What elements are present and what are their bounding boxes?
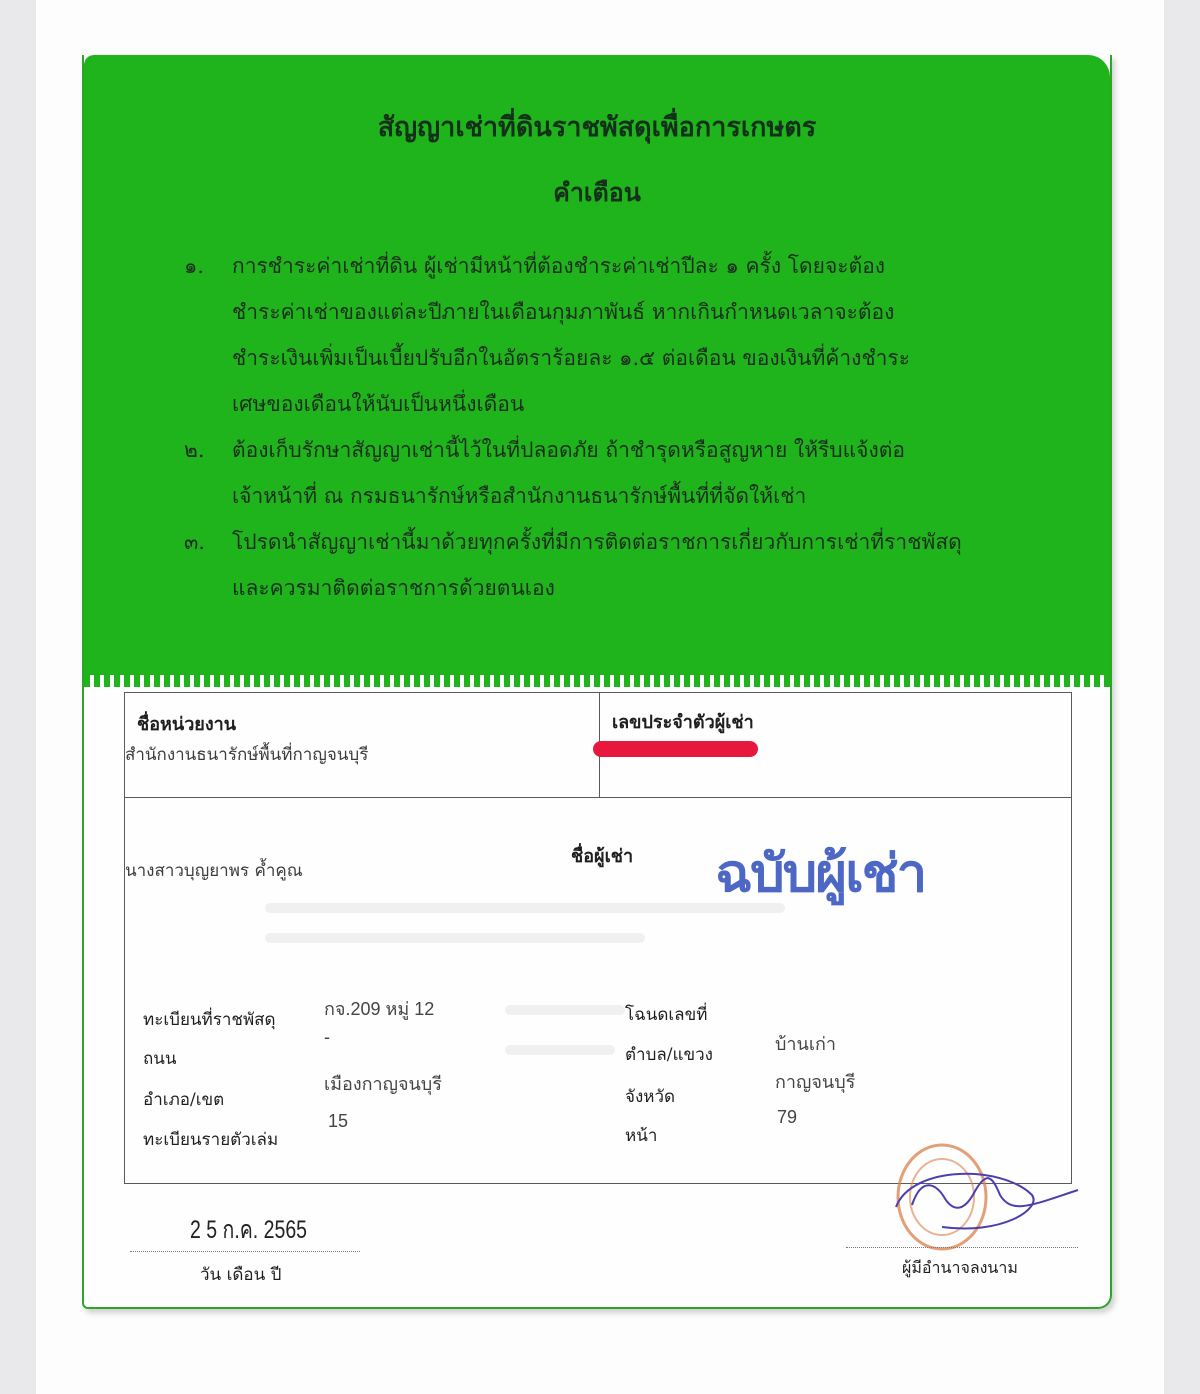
agency-label: ชื่อหน่วยงาน — [137, 714, 237, 735]
field-label-deed-no: โฉนดเลขที่ — [625, 1005, 708, 1025]
warning-line: และควรมาติดต่อราชการด้วยตนเอง — [232, 576, 555, 600]
tenant-copy-stamp: ฉบับผู้เช่า — [714, 844, 926, 904]
lease-info-box — [124, 692, 1072, 1184]
faded-print — [505, 1045, 615, 1055]
warning-line: ต้องเก็บรักษาสัญญาเช่านี้ไว้ในที่ปลอดภัย ถ้าชำรุดหรือสูญหาย ให้รีบแจ้งต่อ — [232, 438, 905, 462]
contract-date: 2 5 ก.ค. 2565 — [190, 1216, 308, 1244]
scanned-page — [36, 0, 1164, 1394]
agency-value: สำนักงานธนารักษ์พื้นที่กาญจนบุรี — [125, 745, 369, 765]
field-value-book: 15 — [328, 1111, 349, 1131]
field-value-subdistrict: บ้านเก่า — [775, 1034, 836, 1054]
lease-contract-card — [82, 55, 1112, 1309]
field-label-book: ทะเบียนรายตัวเล่ม — [143, 1130, 279, 1150]
field-label-page: หน้า — [625, 1126, 658, 1146]
field-label-road: ถนน — [143, 1049, 177, 1069]
signature-line — [846, 1247, 1078, 1248]
warning-number: ๑. — [184, 254, 205, 278]
faded-print — [265, 903, 785, 913]
warning-number: ๒. — [184, 438, 205, 462]
divider — [125, 797, 1071, 798]
contract-title: สัญญาเช่าที่ดินราชพัสดุเพื่อการเกษตร — [377, 112, 817, 143]
date-label: วัน เดือน ปี — [200, 1265, 282, 1285]
tenant-name-value: นางสาวบุญยาพร ค้ำคูณ — [125, 861, 303, 881]
redaction-mark — [593, 741, 758, 757]
field-value-district: เมืองกาญจนบุรี — [324, 1074, 442, 1094]
field-label-province: จังหวัด — [625, 1087, 676, 1107]
tenant-id-label: เลขประจำตัวผู้เช่า — [612, 712, 754, 733]
faded-print — [505, 1005, 625, 1015]
field-label-district: อำเภอ/เขต — [143, 1090, 225, 1110]
warning-number: ๓. — [184, 530, 206, 554]
field-label-subdistrict: ตำบล/แขวง — [625, 1045, 713, 1065]
field-value-page: 79 — [777, 1107, 798, 1127]
warning-panel — [84, 55, 1110, 683]
warning-line: ชำระเงินเพิ่มเป็นเบี้ยปรับอีกในอัตราร้อยละ ๑.๕ ต่อเดือน ของเงินที่ค้างชำระ — [232, 346, 910, 370]
field-value-road: - — [324, 1027, 330, 1047]
warning-line: โปรดนำสัญญาเช่านี้มาด้วยทุกครั้งที่มีการติดต่อราชการเกี่ยวกับการเช่าที่ราชพัสดุ — [232, 530, 962, 554]
date-line — [130, 1251, 360, 1252]
warning-heading: คำเตือน — [553, 178, 641, 207]
official-seal-signature — [882, 1135, 1082, 1255]
warning-line: การชำระค่าเช่าที่ดิน ผู้เช่ามีหน้าที่ต้องชำระค่าเช่าปีละ ๑ ครั้ง โดยจะต้อง — [232, 254, 886, 278]
warning-line: เจ้าหน้าที่ ณ กรมธนารักษ์หรือสำนักงานธนารักษ์พื้นที่ที่จัดให้เช่า — [232, 484, 807, 508]
faded-print — [265, 933, 645, 943]
signer-label: ผู้มีอำนาจลงนาม — [902, 1258, 1018, 1277]
perforation-edge — [84, 675, 1110, 687]
field-label-land-registry: ทะเบียนที่ราชพัสดุ — [143, 1010, 276, 1030]
warning-line: เศษของเดือนให้นับเป็นหนึ่งเดือน — [232, 392, 525, 416]
field-value-land-registry: กจ.209 หมู่ 12 — [324, 999, 435, 1019]
field-value-province: กาญจนบุรี — [775, 1072, 856, 1092]
warning-line: ชำระค่าเช่าของแต่ละปีภายในเดือนกุมภาพันธ์ หากเกินกำหนดเวลาจะต้อง — [232, 300, 895, 324]
tenant-name-label: ชื่อผู้เช่า — [571, 846, 634, 867]
